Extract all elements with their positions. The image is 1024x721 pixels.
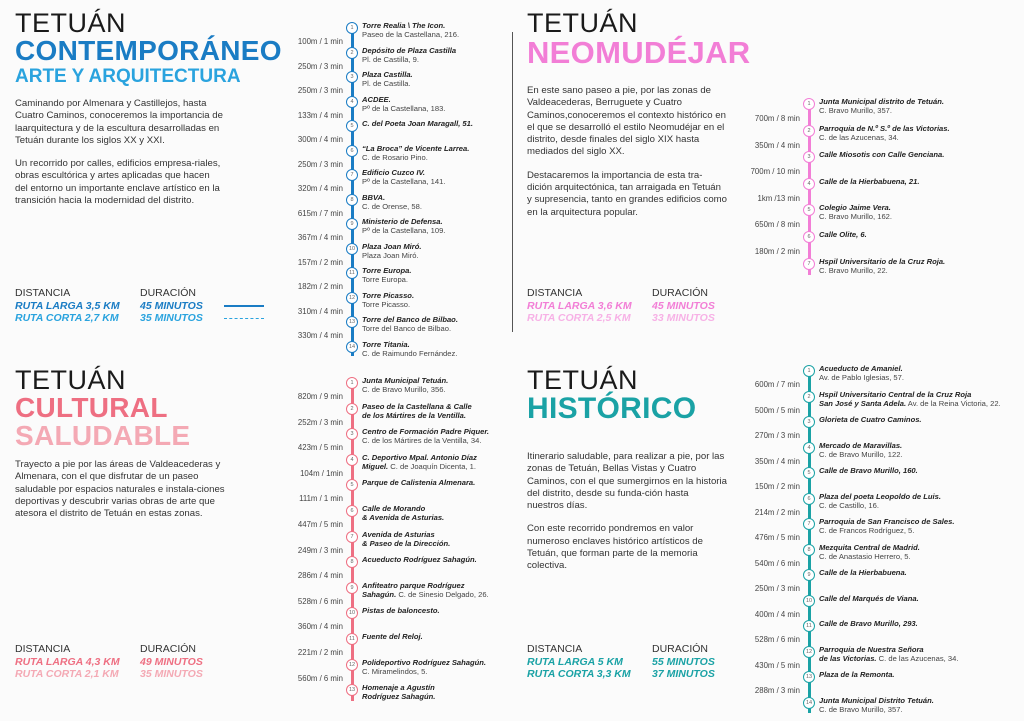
stop-name: Plaza del poeta Leopoldo de Luis.	[819, 491, 941, 501]
stop-info	[819, 150, 1019, 159]
stats-header	[15, 287, 264, 300]
panel-title	[15, 367, 190, 450]
segment-distance: 104m / 1min	[300, 468, 343, 478]
segment-distance: 250m / 3 min	[297, 61, 343, 71]
segment-distance: 214m / 2 min	[754, 507, 800, 517]
title-main: TETUÁN	[15, 365, 126, 395]
segment-distance: 252m / 3 min	[297, 417, 343, 427]
stop-name: Mercado de Maravillas.	[819, 440, 903, 450]
stop-name: Junta Municipal Distrito Tetuán.	[819, 695, 934, 705]
stop-info	[819, 619, 1019, 628]
stop-number-icon: 10	[346, 243, 358, 255]
stop-address: C. de Raimundo Fernández.	[362, 348, 458, 358]
duration-label: DURACIÓN	[140, 643, 197, 655]
route-stats	[527, 643, 734, 681]
stop-address: C. de las Azucenas, 34.	[878, 653, 959, 663]
segment-distance: 250m / 3 min	[297, 86, 343, 95]
stop-name: Acueducto de Amaniel.	[819, 364, 903, 373]
stop-name: Torre del Banco de Bilbao.	[362, 315, 458, 324]
stop-name: Mezquita Central de Madrid.	[819, 542, 920, 552]
short-route-row	[15, 668, 222, 681]
stop-number-icon: 2	[346, 403, 358, 415]
stop-name: C. Deportivo Mpal. Antonio Díaz Miguel.	[362, 452, 477, 471]
stop-info	[819, 415, 1019, 424]
title-subtitle: CONTEMPORÁNEO	[15, 35, 282, 66]
stop-address: C. Bravo Murillo, 357.	[819, 106, 893, 115]
stats-header	[527, 643, 734, 656]
short-route-duration: 33 MINUTOS	[652, 312, 715, 324]
stop-name: Calle Miosotis con Calle Genciana.	[819, 150, 945, 160]
long-route-distance: RUTA LARGA 4,3 KM	[15, 655, 120, 668]
segment-distance: 700m / 10 min	[750, 167, 800, 177]
segment-distance: 600m / 7 min	[754, 380, 800, 389]
stop-address: C. de los Mártires de la Ventilla, 34.	[362, 436, 482, 446]
segment-distance: 330m / 4 min	[297, 331, 343, 340]
stop-number-icon: 7	[803, 518, 815, 530]
stop-number-icon: 4	[803, 178, 815, 190]
segment-distance: 111m / 1 min	[299, 494, 343, 504]
segment-distance: 249m / 3 min	[297, 545, 343, 555]
short-route-duration: 37 MINUTOS	[652, 668, 715, 680]
panel-title	[527, 10, 750, 68]
stop-info	[819, 645, 1019, 663]
stop-number-icon: 11	[346, 267, 358, 279]
short-route-row	[527, 312, 734, 325]
stop-number-icon: 8	[803, 544, 815, 556]
stats-header	[15, 643, 222, 656]
dashed-line-legend-icon	[224, 318, 264, 319]
segment-distance: 250m / 3 min	[754, 584, 800, 593]
stop-name: “La Broca” de Vicente Larrea.	[362, 143, 470, 153]
stop-number-icon: 1	[803, 98, 815, 110]
stop-name: Homenaje a Agustín Rodríguez Sahagún.	[362, 683, 436, 702]
panel-title	[527, 367, 696, 424]
segment-distance: 1km /13 min	[757, 193, 800, 203]
stop-name: Parroquia de San Francisco de Sales.	[819, 517, 955, 526]
stop-name: Torre Europa.	[362, 266, 412, 275]
segment-distance: 423m / 5 min	[297, 443, 343, 453]
route-panel-contemporaneo	[0, 0, 512, 357]
description-paragraph: Trayecto a pie por las áreas de Valdeacederas y Almenara, con el que disfrutar de un paseo saludable por espacios naturales e instala-ciones deportivas y descubrir varias obras de arte que atesora el distrito de Tetuán en estas zonas.	[15, 459, 225, 520]
description	[527, 85, 727, 230]
stop-number-icon: 10	[803, 595, 815, 607]
stop-info	[819, 517, 1019, 535]
stop-info	[819, 594, 1019, 603]
stop-info	[819, 390, 1019, 408]
stop-number-icon: 4	[346, 454, 358, 466]
stop-info	[819, 97, 1019, 115]
stop-name: Edificio Cuzco IV.	[362, 168, 426, 177]
stop-address: Av. de Pablo Iglesias, 57.	[819, 373, 904, 382]
duration-label: DURACIÓN	[140, 287, 197, 299]
stop-name: Paseo de la Castellana & Calle de los Mártires de la Ventilla.	[362, 401, 472, 420]
segment-distance: 180m / 2 min	[754, 246, 800, 256]
long-route-row	[15, 656, 222, 669]
stop-address: C. de Rosario Pino.	[362, 152, 428, 162]
stop-name: Calle Olite, 6.	[819, 229, 867, 239]
stop-name: Hspil Universitario de la Cruz Roja.	[819, 256, 946, 266]
stop-name: Calle del Marqués de Viana.	[819, 593, 919, 603]
stop-address: Paseo de la Castellana, 216.	[362, 30, 460, 39]
stop-number-icon: 3	[346, 428, 358, 440]
description-paragraph: En este sano paseo a pie, por las zonas de Valdeacederas, Berruguete y Cuatro Caminos,conoceremos el contexto histórico en el que se desarrolló el estilo Neomudéjar en el distrito, desde finales del siglo XIX hasta mediados del siglo XX.	[527, 85, 726, 158]
segment-distance: 100m / 1 min	[297, 37, 343, 46]
segment-distance: 560m / 6 min	[297, 673, 343, 683]
solid-line-legend-icon	[224, 305, 264, 307]
segment-distance: 320m / 4 min	[297, 184, 343, 193]
stop-address: Pl. de Castilla.	[362, 79, 411, 88]
duration-label: DURACIÓN	[652, 643, 709, 655]
stop-name: Hspil Universitario Central de la Cruz Roja San José y Santa Adela.	[819, 389, 972, 408]
stop-info	[819, 543, 1019, 561]
distance-label: DISTANCIA	[15, 287, 71, 299]
stop-name: Glorieta de Cuatro Caminos.	[819, 415, 922, 424]
stop-name: Calle de Bravo Murillo, 293.	[819, 619, 918, 628]
segment-distance: 528m / 6 min	[754, 635, 800, 644]
stop-number-icon: 6	[803, 493, 815, 505]
segment-distance: 286m / 4 min	[297, 571, 343, 581]
stop-address: C. de Anastasio Herrero, 5.	[819, 551, 911, 561]
stop-name: Pistas de baloncesto.	[362, 606, 440, 616]
stop-name: C. del Poeta Joan Maragall, 51.	[362, 119, 473, 128]
short-route-distance: RUTA CORTA 2,5 KM	[527, 312, 631, 324]
short-route-duration: 35 MINUTOS	[140, 668, 203, 680]
stop-number-icon: 10	[346, 607, 358, 619]
short-route-distance: RUTA CORTA 2,1 KM	[15, 668, 119, 680]
segment-distance: 250m / 3 min	[297, 159, 343, 169]
stop-name: ACDEE.	[362, 94, 391, 104]
stop-name: Junta Municipal distrito de Tetuán.	[819, 97, 945, 106]
stop-number-icon: 12	[803, 646, 815, 658]
stop-number-icon: 11	[346, 633, 358, 645]
segment-distance: 430m / 5 min	[754, 660, 800, 670]
segment-distance: 157m / 2 min	[297, 257, 343, 267]
long-route-duration: 45 MINUTOS	[140, 299, 203, 312]
stop-name: Ministerio de Defensa.	[362, 217, 443, 226]
stop-address: Pl. de Castilla, 9.	[362, 54, 419, 64]
stop-address: Torre Europa.	[362, 275, 409, 284]
stop-name: Colegio Jaime Vera.	[819, 203, 891, 213]
distance-label: DISTANCIA	[15, 643, 71, 655]
stop-info	[819, 670, 1019, 679]
stop-number-icon: 14	[803, 697, 815, 709]
stop-address: C. de Sinesio Delgado, 26.	[398, 589, 489, 599]
short-route-distance: RUTA CORTA 2,7 KM	[15, 312, 119, 324]
stop-name: Junta Municipal Tetuán.	[362, 376, 449, 385]
stop-number-icon: 5	[803, 204, 815, 216]
stop-name: Torre Picasso.	[362, 290, 415, 300]
long-route-distance: RUTA LARGA 3,5 KM	[15, 299, 120, 312]
stop-name: Plaza Castilla.	[362, 70, 413, 79]
long-route-distance: RUTA LARGA 3,6 KM	[527, 299, 632, 312]
segment-distance: 447m / 5 min	[297, 519, 343, 529]
segment-distance: 133m / 4 min	[297, 110, 343, 120]
stop-number-icon: 3	[803, 416, 815, 428]
description	[15, 98, 225, 218]
stop-address: Pº de la Castellana, 109.	[362, 226, 446, 235]
stop-address: C. de las Azucenas, 34.	[819, 132, 899, 142]
stop-address: C. de Bravo Murillo, 122.	[819, 449, 903, 459]
short-route-row	[15, 312, 264, 325]
stop-number-icon: 8	[346, 556, 358, 568]
stop-address: C. de Castillo, 16.	[819, 500, 879, 510]
stop-name: Calle de Bravo Murillo, 160.	[819, 466, 918, 475]
segment-distance: 476m / 5 min	[754, 533, 800, 542]
description-paragraph: Un recorrido por calles, edificios empresa-riales, obras escultórica y artes aplicadas que hacen del entorno un importante enclave artístico en la transición hacia la modernidad del distrito.	[15, 158, 221, 207]
stop-number-icon: 6	[346, 145, 358, 157]
route-panel-neomudejar	[512, 0, 1024, 357]
stop-address: Torre del Banco de Bilbao.	[362, 324, 452, 333]
stop-number-icon: 1	[346, 22, 358, 34]
stop-address: C. Miramelindos, 5.	[362, 666, 428, 676]
segment-distance: 300m / 4 min	[297, 135, 343, 144]
description	[527, 451, 727, 584]
stop-info	[819, 696, 1019, 714]
segment-distance: 182m / 2 min	[297, 282, 343, 291]
stop-address: C. de Francos Rodríguez, 5.	[819, 526, 915, 535]
stop-number-icon: 2	[803, 391, 815, 403]
stop-number-icon: 9	[346, 582, 358, 594]
segment-distance: 528m / 6 min	[297, 596, 343, 606]
segment-distance: 367m / 4 min	[297, 233, 343, 242]
distance-label: DISTANCIA	[527, 643, 583, 655]
route-stats	[15, 643, 222, 681]
panel-title	[15, 10, 282, 86]
stop-number-icon: 11	[803, 620, 815, 632]
short-route-row	[527, 668, 734, 681]
stop-name: Calle de la Hierbabuena, 21.	[819, 176, 920, 186]
stop-info	[819, 364, 1019, 382]
stop-info	[819, 230, 1019, 239]
short-route-distance: RUTA CORTA 3,3 KM	[527, 668, 631, 680]
stop-name: Centro de Formación Padre Piquer.	[362, 427, 490, 437]
segment-distance: 700m / 8 min	[754, 114, 800, 123]
stop-name: Plaza Joan Miró.	[362, 241, 422, 251]
stop-number-icon: 12	[346, 659, 358, 671]
segment-distance: 150m / 2 min	[754, 482, 800, 491]
segment-distance: 650m / 8 min	[754, 220, 800, 230]
stop-name: Calle de Morando & Avenida de Asturias.	[362, 503, 445, 522]
stop-info	[819, 203, 1019, 221]
description-paragraph: Caminando por Almenara y Castillejos, hasta Cuatro Caminos, conoceremos la importancia de laarquitectura y de la escultura desarrolladas en Tetuán durante los siglos XX y XXI.	[15, 98, 223, 146]
title-subtitle: HISTÓRICO	[527, 392, 697, 425]
segment-distance: 270m / 3 min	[754, 431, 800, 440]
segment-distance: 350m / 4 min	[754, 456, 800, 466]
stop-info	[819, 466, 1019, 475]
stop-info	[819, 441, 1019, 459]
stop-number-icon: 9	[346, 218, 358, 230]
stop-address: C. de Joaquín Dicenta, 1.	[390, 461, 476, 471]
segment-distance: 500m / 5 min	[754, 405, 800, 415]
stop-name: Torre Titania.	[362, 339, 410, 349]
description	[15, 459, 225, 531]
stop-number-icon: 4	[803, 442, 815, 454]
title-main: TETUÁN	[15, 8, 126, 38]
stop-number-icon: 9	[803, 569, 815, 581]
stop-address: C. Bravo Murillo, 162.	[819, 212, 893, 222]
stop-address: Plaza Joan Miró.	[362, 250, 419, 260]
stop-name: Calle de la Hierbabuena.	[819, 568, 907, 577]
stop-number-icon: 3	[803, 151, 815, 163]
short-route-duration: 35 MINUTOS	[140, 312, 203, 324]
stop-address: C. de Orense, 58.	[362, 201, 422, 211]
segment-distance: 350m / 4 min	[754, 140, 800, 150]
stop-name: Acueducto Rodríguez Sahagún.	[362, 555, 477, 565]
stop-name: Anfiteatro parque Rodríguez Sahagún.	[362, 580, 465, 599]
stop-name: Polideportivo Rodríguez Sahagún.	[362, 657, 487, 667]
stop-name: Parroquia de N.º S.º de las Victorias.	[819, 123, 950, 133]
route-panel-historico	[512, 357, 1024, 714]
route-stats	[15, 287, 264, 325]
stop-name: Fuente del Reloj.	[362, 631, 423, 641]
long-route-distance: RUTA LARGA 5 KM	[527, 655, 623, 668]
stop-number-icon: 14	[346, 341, 358, 353]
segment-distance: 221m / 2 min	[297, 647, 343, 657]
stop-name: Parroquia de Nuestra Señora de las Victorias.	[819, 644, 924, 663]
stop-address: Pº de la Castellana, 183.	[362, 103, 446, 113]
stop-number-icon: 2	[346, 47, 358, 59]
stop-info	[819, 492, 1019, 510]
stop-info	[819, 177, 1019, 186]
stop-address: Av. de la Reina Victoria, 22.	[907, 398, 1001, 408]
stop-address: C. Bravo Murillo, 22.	[819, 265, 888, 275]
long-route-row	[527, 300, 734, 313]
stop-info	[819, 568, 1019, 577]
stop-name: Avenida de Asturias & Paseo de la Dirección.	[362, 529, 451, 548]
stop-number-icon: 2	[803, 125, 815, 137]
segment-distance: 820m / 9 min	[297, 392, 343, 401]
description-paragraph: Destacaremos la importancia de esta tra-dición arquitectónica, tan arraigada en Tetuán y supresencia, tanto en grandes edificios como en la arquitectura popular.	[527, 169, 727, 218]
stop-number-icon: 13	[803, 671, 815, 683]
distance-label: DISTANCIA	[527, 287, 583, 299]
stop-number-icon: 7	[346, 169, 358, 181]
segment-distance: 288m / 3 min	[754, 686, 800, 695]
stop-name: BBVA.	[362, 192, 386, 202]
stop-number-icon: 5	[803, 467, 815, 479]
stop-number-icon: 4	[346, 96, 358, 108]
stop-number-icon: 13	[346, 684, 358, 696]
title-subtitle-2: SALUDABLE	[15, 420, 191, 451]
long-route-row	[527, 656, 734, 669]
segment-distance: 360m / 4 min	[297, 622, 343, 632]
stop-number-icon: 13	[346, 316, 358, 328]
stop-name: Plaza de la Remonta.	[819, 670, 895, 679]
title-main: TETUÁN	[527, 365, 638, 395]
description-paragraph: Con este recorrido pondremos en valor numeroso enclaves histórico artísticos de Tetuán, que forman parte de la memoria colectiva.	[527, 523, 703, 572]
stop-address: C. de Bravo Murillo, 357.	[819, 704, 903, 714]
stop-info	[819, 124, 1019, 142]
long-route-row	[15, 300, 264, 313]
stop-number-icon: 8	[346, 194, 358, 206]
stop-number-icon: 12	[346, 292, 358, 304]
stop-name: Depósito de Plaza Castilla	[362, 45, 457, 55]
stop-name: Parque de Calistenia Almenara.	[362, 478, 476, 488]
segment-distance: 615m / 7 min	[297, 208, 343, 218]
stop-name: Torre Realia \ The Icon.	[362, 21, 446, 30]
long-route-duration: 49 MINUTOS	[140, 655, 203, 668]
stop-number-icon: 6	[803, 231, 815, 243]
stop-number-icon: 6	[346, 505, 358, 517]
stop-number-icon: 5	[346, 120, 358, 132]
segment-distance: 540m / 6 min	[754, 558, 800, 568]
stop-address: Pº de la Castellana, 141.	[362, 177, 446, 186]
title-subtitle: CULTURAL	[15, 392, 168, 423]
segment-distance: 310m / 4 min	[297, 306, 343, 316]
segment-distance: 400m / 4 min	[754, 609, 800, 619]
stop-info	[819, 257, 1019, 275]
description-paragraph: Itinerario saludable, para realizar a pie, por las zonas de Tetuán, Bellas Vistas y Cuatro Caminos, con el que sumergirnos en la historia del distrito, desde su funda-ción hasta nuestros días.	[527, 451, 727, 512]
long-route-duration: 55 MINUTOS	[652, 655, 715, 668]
route-panel-cultural-saludable	[0, 357, 512, 714]
title-subtitle-2: ARTE Y ARQUITECTURA	[15, 66, 241, 87]
stop-number-icon: 3	[346, 71, 358, 83]
long-route-duration: 45 MINUTOS	[652, 299, 715, 312]
title-subtitle: NEOMUDÉJAR	[527, 35, 751, 70]
stop-number-icon: 1	[346, 377, 358, 389]
stop-number-icon: 7	[346, 531, 358, 543]
stop-address: C. de Bravo Murillo, 356.	[362, 385, 446, 394]
duration-label: DURACIÓN	[652, 287, 709, 299]
title-main: TETUÁN	[527, 8, 638, 38]
stop-address: Torre Picasso.	[362, 299, 411, 309]
stats-header	[527, 287, 734, 300]
stop-number-icon: 7	[803, 258, 815, 270]
stop-number-icon: 1	[803, 365, 815, 377]
stop-number-icon: 5	[346, 479, 358, 491]
route-stats	[527, 287, 734, 325]
